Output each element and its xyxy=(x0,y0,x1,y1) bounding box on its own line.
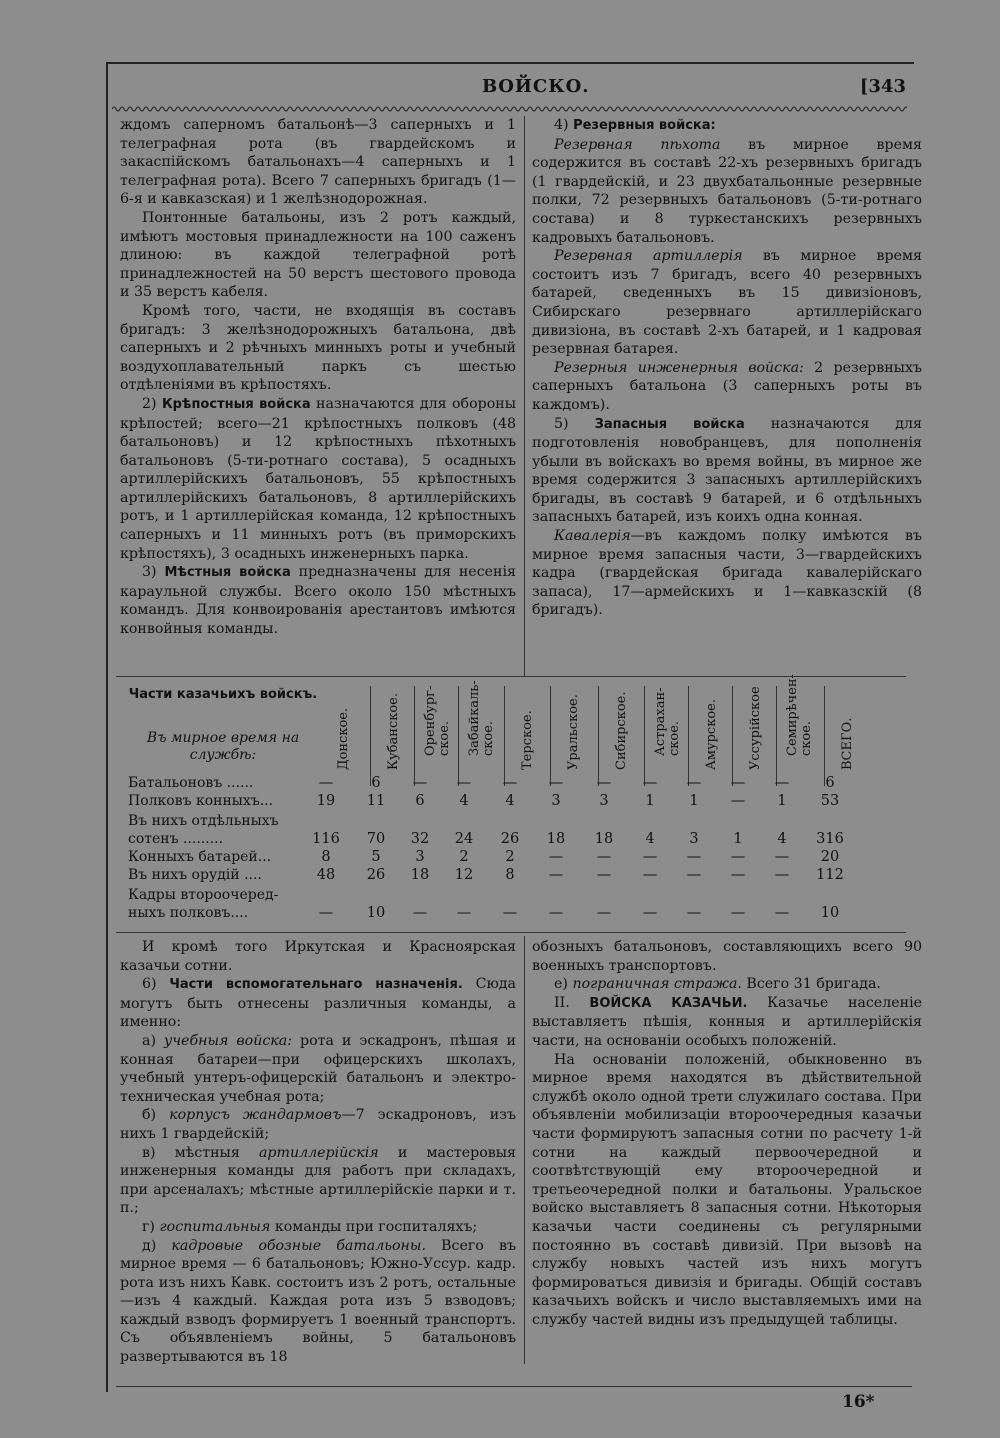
column-header xyxy=(324,680,364,784)
paragraph-text: На основаніи положеній, обыкновенно въ мирное время находятся въ дѣйствительной службѣ около одной трети служилаго состава. При объявленіи мобилизаціи второочередныя казачьи части формируютъ запасныя сотни по расчету 1-й сотни на каждый первоочередной и соотвѣтствующій ему второочередной и третьеочередной полки и батальоны. Уральское войско выставляетъ 8 запасныя сотни. Нѣкоторыя казачьи части соединены съ регулярными постоянно въ составѣ дивизій. При вызовѣ на службу новыхъ частей изъ нихъ могутъ формироваться дивизія и бригады. Общій составъ казачьихъ войскъ и число выставляемыхъ ими на службу частей видны изъ предыдущей таблицы. xyxy=(532,1051,922,1328)
paragraph xyxy=(120,1106,516,1143)
paragraph xyxy=(532,116,922,136)
paragraph-text: Кромѣ того, части, не входящія въ составъ бригадъ: 3 желѣзнодорожныхъ батальона, двѣ саперныхъ и 2 рѣчныхъ минныхъ роты и учебный воздухоплавательный паркъ съ шестью отдѣленіями въ крѣпостяхъ. xyxy=(120,302,516,394)
column-header-label: Терское. xyxy=(520,710,535,770)
paragraph-lead: 5) xyxy=(554,415,595,432)
table-cell: — xyxy=(642,867,658,883)
table-cell: 5 xyxy=(371,849,381,865)
table-cell: 48 xyxy=(316,867,336,883)
column-rule xyxy=(732,686,733,786)
table-cell: — xyxy=(774,775,790,791)
table-cell: 316 xyxy=(816,831,844,847)
column-header-label: Кубанское. xyxy=(386,692,401,770)
paragraph-bold: ВОЙСКА КАЗАЧЬИ. xyxy=(589,995,748,1011)
table-cell: 6 xyxy=(415,793,425,809)
paragraph-text: Всего 31 бригада. xyxy=(741,976,881,993)
column-header xyxy=(554,680,594,784)
text-column-left-bottom xyxy=(120,938,516,1367)
paragraph-bold: Крѣпостныя войска xyxy=(161,396,311,412)
column-rule xyxy=(370,686,371,786)
table-cell: 3 xyxy=(551,793,561,809)
column-header xyxy=(508,680,548,784)
paragraph xyxy=(120,1032,516,1106)
paragraph-lead: д) xyxy=(142,1237,172,1254)
paragraph xyxy=(120,563,516,638)
table-cell: 3 xyxy=(415,849,425,865)
table-cell: 2 xyxy=(505,849,515,865)
table-cell: 19 xyxy=(316,793,336,809)
table-cell: — xyxy=(730,775,746,791)
paragraph-italic: Резервная артиллерія xyxy=(554,248,743,265)
paragraph-text: —въ каждомъ полку имѣются въ мирное время запасныя части, 3—гвардейскихъ кадра (гвардейская бригада кавалерійскаго запаса), 17—армейскихъ и 1—кавказскій (8 бригадъ). xyxy=(532,528,922,619)
table-cell: 2 xyxy=(459,849,469,865)
table-cell: 26 xyxy=(500,831,520,847)
paragraph-lead: 3) xyxy=(142,564,165,581)
column-header-label: Семирѣчен- ское. xyxy=(785,674,814,756)
paragraph xyxy=(120,302,516,395)
paragraph-text: въ мирное время содержится въ составѣ 22-хъ резервныхъ бригадъ (1 гвардейскій, и 23 двухбатальонные резервные полки, 72 резервныхъ батальоновъ (5-ти-ротнаго состава) и 8 туркестанскихъ резервныхъ кадровыхъ батальоновъ. xyxy=(532,136,922,246)
table-cell: — xyxy=(548,867,564,883)
table-cell: 18 xyxy=(594,831,614,847)
table-cell: 4 xyxy=(777,831,787,847)
table-cell: — xyxy=(502,775,518,791)
column-header xyxy=(462,680,502,784)
paragraph-text: И кромѣ того Иркутская и Красноярская казачьи сотни. xyxy=(120,939,516,974)
column-rule xyxy=(644,686,645,786)
row-label: Конныхъ батарей... xyxy=(128,849,272,865)
table-cell: 112 xyxy=(816,867,844,883)
table-cell: 18 xyxy=(546,831,566,847)
table-cell: 3 xyxy=(599,793,609,809)
paragraph-italic: корпусъ жандармовъ xyxy=(169,1107,342,1124)
paragraph xyxy=(532,415,922,528)
paragraph-italic: Резервная пѣхота xyxy=(554,136,721,153)
paragraph-text: Всего въ мирное время — 6 батальоновъ; Южно-Уссур. кадр. рота изъ нихъ Кавк. состоитъ изъ 2 ротъ, остальные—изъ 4 каждый. Каждая рота изъ 5 взводовъ; каждый взводъ формируетъ 1 военный транспортъ. Съ объявленіемъ войны, 5 батальоновъ развертываются въ 18 xyxy=(120,1237,517,1366)
table-subcaption: Въ мирное время на службѣ: xyxy=(146,730,300,763)
paragraph xyxy=(532,1051,922,1330)
paragraph xyxy=(532,247,922,359)
page-title: ВОЙСКО. xyxy=(482,76,590,97)
table-caption: Части казачьихъ войскъ. xyxy=(128,687,318,702)
paragraph xyxy=(532,994,922,1051)
column-rule xyxy=(458,686,459,786)
column-header xyxy=(828,680,868,784)
page-number: [343 xyxy=(859,76,906,97)
table-cell: — xyxy=(730,905,746,921)
paragraph-italic: Кавалерія xyxy=(554,528,631,545)
running-header xyxy=(112,76,912,104)
table-cell: — xyxy=(502,905,518,921)
column-rule xyxy=(824,686,825,786)
table-cell: — xyxy=(596,905,612,921)
paragraph xyxy=(532,938,922,975)
table-cell: 4 xyxy=(505,793,515,809)
table-cell: — xyxy=(456,905,472,921)
paragraph-lead: 2) xyxy=(142,395,162,412)
column-rule xyxy=(504,686,505,786)
paragraph-text: и мастеровыя инженерныя команды для работъ при складахъ, при арсеналахъ; мѣстные артиллерійскіе парки и т. п.; xyxy=(120,1144,516,1217)
paragraph-lead: г) xyxy=(142,1218,160,1235)
row-label: Кадры второочеред- ныхъ полковъ.... xyxy=(128,887,279,921)
table-cell: 1 xyxy=(689,793,699,809)
row-label: Въ нихъ орудій .... xyxy=(128,867,262,883)
table-cell: — xyxy=(456,775,472,791)
paragraph xyxy=(532,527,922,620)
table-cell: — xyxy=(412,775,428,791)
paragraph-italic: госпитальныя xyxy=(159,1218,271,1235)
table-cell: — xyxy=(774,905,790,921)
table-cell: — xyxy=(774,849,790,865)
table-cell: 116 xyxy=(312,831,340,847)
paragraph-bold: Резервныя войска: xyxy=(573,118,716,133)
paragraph-bold: Части вспомогательнаго назначенія. xyxy=(169,977,463,993)
paragraph-lead: б) xyxy=(142,1107,170,1124)
table-cell: 1 xyxy=(733,831,743,847)
paragraph-lead: II. xyxy=(554,994,590,1011)
paragraph-text: назначаются для обороны крѣпостей; всего—21 крѣпостныхъ полковъ (48 батальоновъ) и 12 крѣпостныхъ пѣхотныхъ батальоновъ (5-ти-ротнаго состава), 5 осадныхъ артиллерійскихъ батальоновъ, 55 крѣпостныхъ артиллерійскихъ батальоновъ, 8 артиллерійскихъ ротъ, и 1 артиллерійская команда, 12 крѣпостныхъ саперныхъ и 11 минныхъ ротъ (въ приморскихъ крѣпостяхъ), 3 осадныхъ инженерныхъ парка. xyxy=(120,395,516,562)
column-header-label: Оренбург- ское. xyxy=(423,685,452,756)
table-cell: 11 xyxy=(366,793,386,809)
table-cell: — xyxy=(318,775,334,791)
paragraph xyxy=(120,395,516,563)
column-header-label: Уральское. xyxy=(566,694,581,770)
paragraph xyxy=(120,1144,516,1218)
paragraph-text: обозныхъ батальоновъ, составляющихъ всего 90 военныхъ транспортовъ. xyxy=(532,939,922,974)
table-cell: — xyxy=(318,905,334,921)
table-cell: — xyxy=(412,905,428,921)
text-column-right-bottom xyxy=(532,938,922,1329)
table-cell: — xyxy=(730,793,746,809)
table-cell: — xyxy=(686,905,702,921)
table-cell: — xyxy=(730,867,746,883)
paragraph xyxy=(120,209,516,302)
paragraph xyxy=(120,938,516,975)
row-label: Батальоновъ ...... xyxy=(128,775,254,791)
paragraph xyxy=(532,975,922,994)
table-cell: — xyxy=(774,867,790,883)
row-label: Въ нихъ отдѣльныхъ сотенъ ......... xyxy=(128,813,279,847)
table-cell: 4 xyxy=(459,793,469,809)
table-cell: 12 xyxy=(454,867,474,883)
paragraph-italic: Резерныя инженерныя войска: xyxy=(554,359,804,376)
table-cell: 20 xyxy=(820,849,840,865)
paragraph-text: —7 эскадроновъ, изъ нихъ 1 гвардейскій; xyxy=(120,1107,516,1142)
column-header xyxy=(374,680,414,784)
paragraph-lead: е) xyxy=(554,976,573,993)
table-cell: — xyxy=(596,867,612,883)
column-rule xyxy=(598,686,599,786)
paragraph-bold: Мѣстныя войска xyxy=(164,565,291,581)
paragraph-text: ждомъ саперномъ батальонѣ—3 саперныхъ и 1 телеграфная рота (въ гвардейскомъ и закаспійскомъ батальонахъ—4 саперныхъ и 1 телеграфная рота). Всего 7 саперныхъ бригадъ (1—6-я и кавказская) и 1 желѣзнодорожная. xyxy=(120,117,516,208)
paragraph-text: назначаются для подготовленія новобранцевъ, для пополненія убыли въ войскахъ во время войны, въ мирное же время содержится 3 запасныхъ артиллерійскихъ бригады, въ составѣ 9 батарей, и 6 отдѣльныхъ запасныхъ батарей, изъ коихъ одна конная. xyxy=(532,415,922,526)
paragraph-italic: учебныя войска: xyxy=(164,1032,292,1049)
table-bottom-rule xyxy=(116,932,906,933)
paragraph xyxy=(532,136,922,248)
table-cell: 32 xyxy=(410,831,430,847)
column-divider xyxy=(524,116,525,676)
column-header-label: Уссурійское xyxy=(748,686,763,770)
row-label: Полковъ конныхъ... xyxy=(128,793,274,809)
column-rule xyxy=(550,686,551,786)
table-cell: — xyxy=(686,867,702,883)
table-cell: — xyxy=(642,905,658,921)
paragraph-lead: 4) xyxy=(554,117,574,133)
text-column-right xyxy=(532,116,922,620)
column-header-label: Астрахан- ское. xyxy=(653,687,682,756)
table-cell: — xyxy=(686,775,702,791)
column-header-label: Амурское. xyxy=(704,699,719,770)
paragraph-italic: кадровые обозные батальоны. xyxy=(171,1237,426,1254)
paragraph-text: команды при госпиталяхъ; xyxy=(270,1218,478,1235)
signature-mark: 16* xyxy=(842,1392,875,1412)
paragraph-text: 2 резервныхъ саперныхъ батальона (3 саперныхъ роты въ каждомъ). xyxy=(532,359,922,413)
table-cell: — xyxy=(596,775,612,791)
table-cell: 8 xyxy=(321,849,331,865)
table-cell: 3 xyxy=(689,831,699,847)
paragraph-text: Понтонные батальоны, изъ 2 ротъ каждый, имѣютъ мостовыя принадлежности на 100 саженъ длиною: въ каждой телеграфной ротѣ принадлежностей на 50 верстъ шестового провода и 35 верстъ кабеля. xyxy=(120,209,516,301)
paragraph xyxy=(532,359,922,415)
paragraph-lead: в) мѣстныя xyxy=(142,1144,259,1161)
paragraph-text: въ мирное время состоитъ изъ 7 бригадъ, всего 40 резервныхъ батарей, сведенныхъ въ 15 дивизіоновъ, Сибирскаго резервнаго артиллерійскаго дивизіона, въ составѣ 2-хъ батарей, и 1 кадровая резервная батарея. xyxy=(532,248,922,358)
table-cell: 10 xyxy=(366,905,386,921)
decorative-wavy-rule xyxy=(112,104,907,114)
column-divider-bottom xyxy=(524,936,525,1364)
footer-rule xyxy=(116,1386,912,1387)
column-rule xyxy=(414,686,415,786)
paragraph-text: Сюда могутъ быть отнесены различныя команды, а именно: xyxy=(120,976,516,1031)
column-header xyxy=(418,680,458,784)
paragraph xyxy=(120,975,516,1032)
table-cell: 1 xyxy=(645,793,655,809)
paragraph-lead: 6) xyxy=(142,976,170,993)
column-header-label: Забайкаль- ское. xyxy=(467,680,496,756)
paragraph xyxy=(120,1237,516,1367)
cossack-troops-table xyxy=(116,674,912,930)
column-rule xyxy=(776,686,777,786)
table-cell: — xyxy=(730,849,746,865)
paragraph xyxy=(120,1218,516,1237)
text-column-left xyxy=(120,116,516,639)
table-cell: 10 xyxy=(820,905,840,921)
table-cell: — xyxy=(548,905,564,921)
column-header xyxy=(648,680,688,784)
table-cell: — xyxy=(686,849,702,865)
table-cell: 24 xyxy=(454,831,474,847)
column-header-label: ВСЕГО. xyxy=(840,717,855,770)
paragraph-bold: Запасныя войска xyxy=(594,416,745,432)
table-cell: 6 xyxy=(371,775,381,791)
table-cell: — xyxy=(596,849,612,865)
paragraph-text: Казачье населеніе выставляетъ пѣшія, конныя и артиллерійскія части, на основаніи особыхъ положеній. xyxy=(532,994,922,1049)
table-cell: — xyxy=(642,775,658,791)
paragraph-italic: артиллерійскія xyxy=(258,1144,379,1161)
column-header xyxy=(692,680,732,784)
table-cell: 1 xyxy=(777,793,787,809)
table-cell: 4 xyxy=(645,831,655,847)
column-header-label: Донское. xyxy=(336,707,351,770)
paragraph-text: рота и эскадронъ, пѣшая и конная батареи—при офицерскихъ школахъ, учебный унтеръ-офицерскій батальонъ и электро-техническая учебная рота; xyxy=(120,1032,516,1105)
column-rule xyxy=(688,686,689,786)
table-cell: 18 xyxy=(410,867,430,883)
column-header-label: Сибирское. xyxy=(614,691,629,770)
table-cell: 70 xyxy=(366,831,386,847)
column-header xyxy=(780,674,820,784)
table-cell: — xyxy=(548,849,564,865)
table-cell: — xyxy=(642,849,658,865)
column-header xyxy=(736,680,776,784)
column-header xyxy=(602,680,642,784)
paragraph-text: предназначены для несенія караульной службы. Всего около 150 мѣстныхъ командъ. Для конвоированія арестантовъ имѣются конвойныя команды. xyxy=(120,564,516,638)
table-cell: 26 xyxy=(366,867,386,883)
table-cell: — xyxy=(548,775,564,791)
paragraph-italic: пограничная стража. xyxy=(572,976,742,993)
table-cell: 8 xyxy=(505,867,515,883)
table-cell: 6 xyxy=(825,775,835,791)
paragraph-lead: а) xyxy=(142,1032,164,1049)
table-cell: 53 xyxy=(820,793,840,809)
paragraph xyxy=(120,116,516,209)
